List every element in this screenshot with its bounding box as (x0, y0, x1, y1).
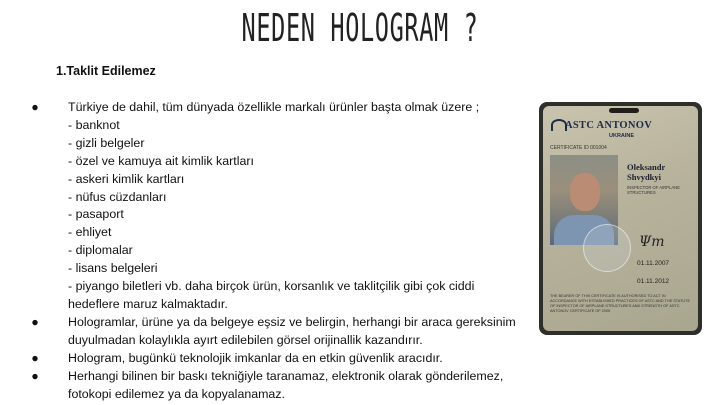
bullet-line: - gizli belgeler (68, 135, 145, 150)
bullet-dot: ● (31, 368, 39, 383)
card-name-last: Shvydkyi (627, 172, 662, 182)
bullet-line: Türkiye de dahil, tüm dünyada özellikle markalı ürünler başta olmak üzere ; (68, 100, 480, 114)
bullet-item (30, 350, 550, 368)
id-card-face (543, 106, 698, 331)
bullet-item (30, 99, 550, 314)
card-issue-date: 01.11.2007 (637, 260, 670, 267)
card-logo-text: ASTC ANTONOV (565, 120, 653, 131)
bullet-line: Hologram, bugünkü teknolojik imkanlar da en etkin güvenlik aracıdır. (68, 350, 443, 365)
bullet-line: - diplomalar (68, 243, 133, 258)
card-fine-print: THE BEARER OF THIS CERTIFICATE IS AUTHORISED TO ACT IN ACCORDANCE WITH ESTABLISHED PRACTICES OF ASTC AND THE STATUTE OF INSPECTOR OF AIRPLANE STRUCTURES AND STRENGTH OF ASTC ANTONOV CERTIFICATE OF 2005 (550, 294, 691, 313)
bullet-line: - özel ve kamuya ait kimlik kartları (68, 153, 254, 168)
bullet-item (30, 314, 550, 350)
bullet-line: - askeri kimlik kartları (68, 171, 185, 186)
bullet-line: hedeflere maruz kalmaktadır. (68, 296, 228, 311)
bullet-line: - nüfus cüzdanları (68, 189, 167, 204)
card-name-first: Oleksandr (627, 162, 666, 172)
bullet-dot: ● (31, 100, 39, 114)
bullet-line: duyulmadan kolaylıkla ayırt edilebilen görsel orijinallik kazandırır. (68, 332, 423, 347)
card-role: INSPECTOR OF AIRPLANE STRUCTURES (627, 185, 680, 195)
signature: Ψm (639, 234, 665, 250)
bullet-line: fotokopi edilemez ya da kopyalanamaz. (68, 386, 285, 401)
slide-title: NEDEN HOLOGRAM ? (241, 6, 479, 50)
lanyard-slot (609, 108, 639, 113)
bullet-line: Hologramlar, ürüne ya da belgeye eşsiz ve belirgin, herhangi bir araca gereksinim (68, 314, 516, 329)
id-card-photo (539, 102, 702, 335)
face-shape (570, 173, 600, 211)
bullet-item (30, 368, 550, 404)
bullet-line: - pasaport (68, 207, 124, 222)
card-certificate-number: CERTIFICATE ID 001004 (550, 145, 607, 151)
bullet-line: - lisans belgeleri (68, 261, 158, 276)
hologram-seal-icon (583, 224, 631, 272)
card-expiry-date: 01.11.2012 (637, 278, 670, 285)
card-country: UKRAINE (609, 133, 635, 139)
bullet-line: - ehliyet (68, 225, 112, 240)
bullet-dot: ● (31, 314, 39, 329)
bullet-dot: ● (31, 350, 39, 365)
section-heading: 1.Taklit Edilemez (56, 64, 156, 78)
bullet-line: - piyango biletleri vb. daha birçok ürün, korsanlık ve taklitçilik gibi çok ciddi (68, 279, 475, 294)
card-holder-name (627, 162, 665, 182)
bullet-list (30, 99, 550, 403)
bullet-line: Herhangi bilinen bir baskı tekniğiyle taranamaz, elektronik olarak gönderilemez, (68, 368, 504, 383)
bullet-line: - banknot (68, 117, 120, 132)
